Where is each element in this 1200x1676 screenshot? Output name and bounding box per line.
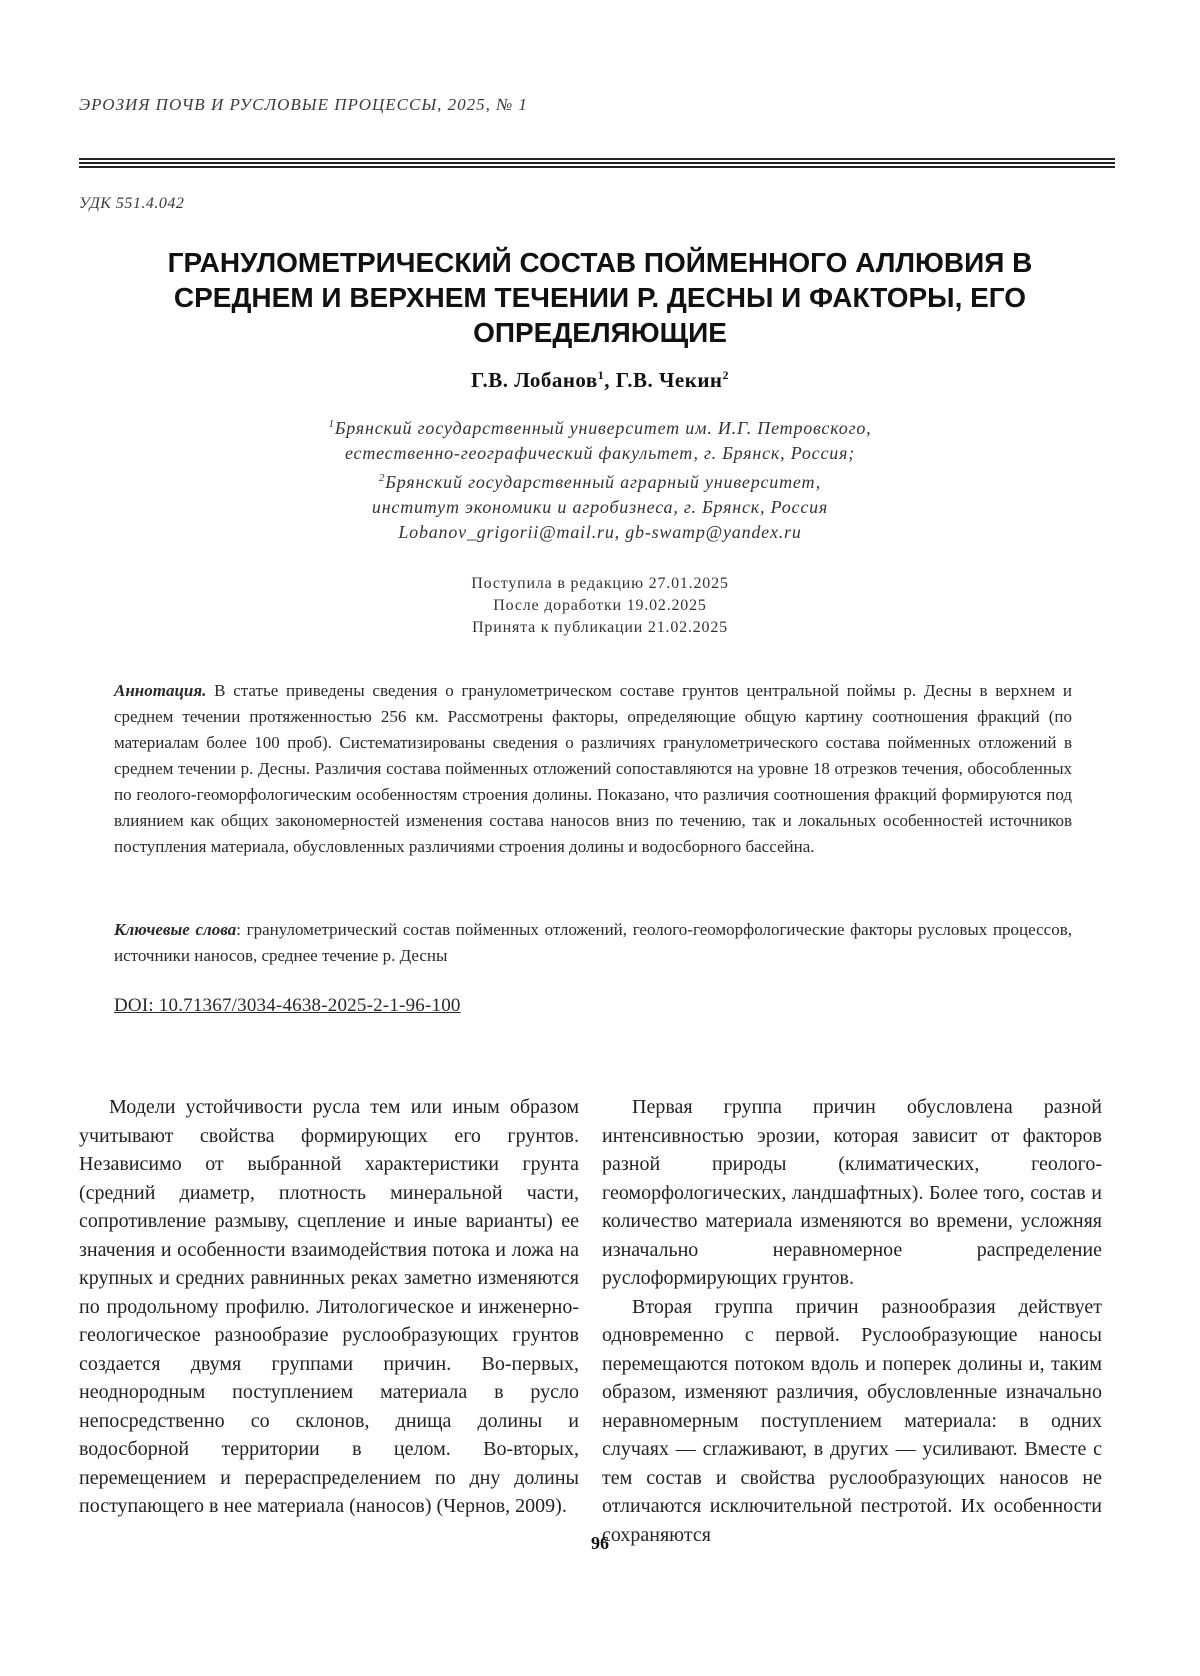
body-paragraph: Вторая группа причин разнообразия действует одновременно с первой. Руслообразующие наносы перемещаются потоком вдоль и поперек долины и, таким образом, изменяют различия, обусловленные изначально неравномерным поступлением материала: в одних случаях — сглаживают, в других — усиливают. Вместе с тем состав и свойства руслообразующих наносов не отличаются исключительной пестротой. Их особенности сохраняются [602,1295,1102,1546]
body-column-left [79,1093,579,1521]
submission-dates [100,573,1100,639]
body-paragraph: Первая группа причин обусловлена разной интенсивностью эрозии, которая зависит от факторов разной природы (климатических, геолого-геоморфологических, ландшафтных). Более того, состав и количество материала изменяются во времени, усложняя изначально неравномерное распределение руслоформирующих грунтов. [602,1096,1102,1289]
date-revised: После доработки 19.02.2025 [493,597,707,614]
keywords-text: : гранулометрический состав пойменных отложений, геолого-геоморфологические факторы русловых процессов, источники наносов, среднее течение р. Десны [114,920,1072,965]
author-name: Г.В. Лобанов [470,368,598,392]
journal-running-header: ЭРОЗИЯ ПОЧВ И РУСЛОВЫЕ ПРОЦЕССЫ, 2025, № 1 [79,95,528,114]
keywords-label: Ключевые слова [114,920,237,939]
title-line: ОПРЕДЕЛЯЮЩИЕ [473,317,727,348]
article-title [100,245,1100,350]
title-line: СРЕДНЕМ И ВЕРХНЕМ ТЕЧЕНИИ Р. ДЕСНЫ И ФАКТОРЫ, ЕГО [173,282,1027,313]
affiliation-mark: 1 [328,418,335,430]
author-name: Г.В. Чекин [615,368,723,392]
author-separator: , [604,368,616,392]
affiliation-line: институт экономики и агробизнеса, г. Брянск, Россия [371,497,829,517]
abstract [114,678,1072,860]
author-emails: Lobanov_grigorii@mail.ru, gb-swamp@yandex.ru [398,522,802,542]
body-paragraph: Модели устойчивости русла тем или иным образом учитывают свойства формирующих его грунтов. Независимо от выбранной характеристики грунта (средний диаметр, плотность минеральной части, сопротивление размыву, сцепление и иные варианты) ее значения и особенности взаимодействия потока и ложа на крупных и средних равнинных реках заметно изменяются по продольному профилю. Литологическое и инженерно-геологическое разнообразие руслообразующих грунтов создается двумя группами причин. Во-первых, неоднородным поступлением материала в русло непосредственно со склонов, днища долины и водосборной территории в целом. Во-вторых, перемещением и перераспределением по дну долины поступающего в нее материала (наносов) (Чернов, 2009). [79,1096,579,1517]
keywords [114,917,1072,969]
affiliation-mark: 2 [378,472,386,484]
date-accepted: Принята к публикации 21.02.2025 [472,619,728,636]
abstract-label: Аннотация. [114,681,207,700]
title-line: ГРАНУЛОМЕТРИЧЕСКИЙ СОСТАВ ПОЙМЕННОГО АЛЛЮВИЯ В [167,247,1033,278]
udk-code: УДК 551.4.042 [79,195,185,212]
affiliation-line: естественно-географический факультет, г. Брянск, Россия; [344,443,856,463]
author-affiliation-mark: 1 [597,368,605,382]
authors [100,368,1100,393]
page-number: 96 [591,1533,609,1553]
header-rule [79,162,1115,164]
body-column-right [602,1093,1102,1549]
author-affiliation-mark: 2 [722,368,730,382]
header-rule [79,166,1115,168]
affiliation-line: $^1$Брянский государственный университет им. И.Г. Петровского, [328,418,872,438]
date-received: Поступила в редакцию 27.01.2025 [471,575,729,592]
header-rule [79,158,1115,160]
abstract-text: В статье приведены сведения о гранулометрическом составе грунтов центральной поймы р. Десны в верхнем и среднем течении протяженностью 256 км. Рассмотрены факторы, определяющие общую картину соотношения фракций (по материалам более 100 проб). Систематизированы сведения о различиях гранулометрического состава пойменных отложений в среднем течении р. Десны. Различия состава пойменных отложений сопоставляются на уровне 18 отрезков течения, обособленных по геолого-геоморфологическим особенностям строения долины. Показано, что различия соотношения фракций формируются под влиянием как общих закономерностей изменения состава наносов вниз по течению, так и локальных особенностей источников поступления материала, обусловленных различиями строения долины и водосборного бассейна. [114,681,1072,856]
affiliations [100,412,1100,520]
doi-link[interactable]: DOI: 10.71367/3034-4638-2025-2-1-96-100 [114,995,461,1016]
affiliation-line: $^2$Брянский государственный аграрный университет, [378,472,822,492]
